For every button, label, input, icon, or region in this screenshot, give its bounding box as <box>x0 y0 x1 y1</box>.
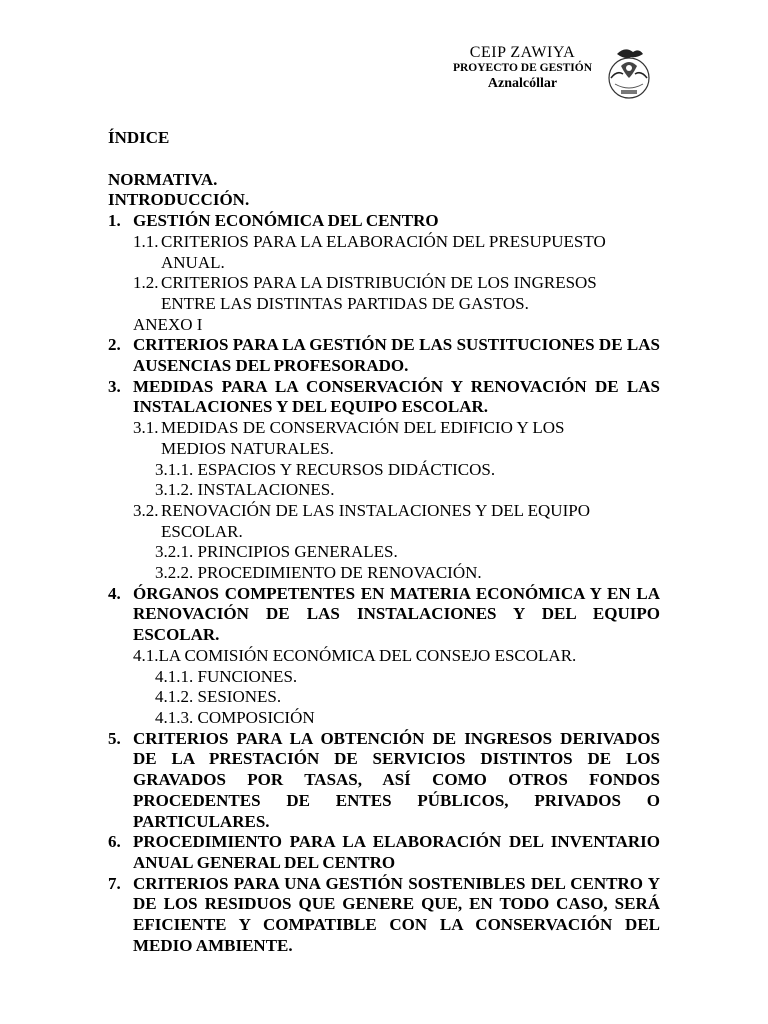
document-header <box>440 44 605 92</box>
subsection-title-cont: ENTRE LAS DISTINTAS PARTIDAS DE GASTOS. <box>161 293 529 313</box>
subsection-title: CRITERIOS PARA LA DISTRIBUCIÓN DE LOS INGRESOS <box>161 273 597 293</box>
toc-subsection-3-2 <box>108 501 660 542</box>
section-number: 7. <box>108 873 121 893</box>
section-title: ÓRGANOS COMPETENTES EN MATERIA ECONÓMICA Y EN LA RENOVACIÓN DE LAS INSTALACIONES Y DEL EQUIPO ESCOLAR. <box>133 583 660 645</box>
table-of-contents <box>108 128 660 956</box>
subsection-title: CRITERIOS PARA LA ELABORACIÓN DEL PRESUPUESTO <box>161 231 606 251</box>
toc-section-6 <box>108 832 660 873</box>
town-name: Aznalcóllar <box>487 76 558 92</box>
toc-section-4 <box>108 584 660 646</box>
subsection-number: 3.1. <box>133 418 159 438</box>
section-number: 6. <box>108 832 121 852</box>
section-number: 3. <box>108 376 121 396</box>
subsection-title: RENOVACIÓN DE LAS INSTALACIONES Y DEL EQUIPO <box>161 500 590 520</box>
toc-subsection-1-1 <box>108 232 660 273</box>
subsection-number: 1.2. <box>133 273 159 293</box>
toc-section-3 <box>108 377 660 418</box>
subsection-title-cont: ESCOLAR. <box>161 521 243 541</box>
section-number: 2. <box>108 335 121 355</box>
section-number: 1. <box>108 211 121 231</box>
toc-subsection-4-1-2: 4.1.2. SESIONES. <box>155 687 282 707</box>
toc-subsection-3-1 <box>108 418 660 459</box>
section-title: CRITERIOS PARA UNA GESTIÓN SOSTENIBLES DEL CENTRO Y DE LOS RESIDUOS QUE GENERE QUE, EN TODO CASO, SERÁ EFICIENTE Y COMPATIBLE CON LA CONSERVACIÓN DEL MEDIO AMBIENTE. <box>133 873 660 955</box>
subsection-title-cont: MEDIOS NATURALES. <box>161 438 334 458</box>
toc-subsection-4-1-1: 4.1.1. FUNCIONES. <box>155 666 298 686</box>
toc-subsection-4-1-3: 4.1.3. COMPOSICIÓN <box>155 707 315 727</box>
subsection-title: MEDIDAS DE CONSERVACIÓN DEL EDIFICIO Y LOS <box>161 418 565 438</box>
toc-anexo: ANEXO I <box>133 314 203 334</box>
toc-subsection-3-1-2: 3.1.2. INSTALACIONES. <box>155 480 335 500</box>
section-title: CRITERIOS PARA LA GESTIÓN DE LAS SUSTITUCIONES DE LAS AUSENCIAS DEL PROFESORADO. <box>133 335 660 376</box>
toc-section-7 <box>108 874 660 957</box>
toc-introduccion: INTRODUCCIÓN. <box>108 190 250 210</box>
toc-subsection-3-1-1: 3.1.1. ESPACIOS Y RECURSOS DIDÁCTICOS. <box>155 459 496 479</box>
section-title: CRITERIOS PARA LA OBTENCIÓN DE INGRESOS DERIVADOS DE LA PRESTACIÓN DE SERVICIOS DISTINTOS DE LOS GRAVADOS POR TASAS, ASÍ COMO OTROS FONDOS PROCEDENTES DE ENTES PÚBLICOS, PRIVADOS O PARTICULARES. <box>133 728 660 831</box>
toc-subsection-3-2-1: 3.2.1. PRINCIPIOS GENERALES. <box>155 542 398 562</box>
toc-subsection-4-1: 4.1.LA COMISIÓN ECONÓMICA DEL CONSEJO ESCOLAR. <box>133 645 577 665</box>
section-title: PROCEDIMIENTO PARA LA ELABORACIÓN DEL INVENTARIO ANUAL GENERAL DEL CENTRO <box>133 832 660 872</box>
toc-section-5 <box>108 729 660 833</box>
toc-normativa: NORMATIVA. <box>108 169 218 189</box>
toc-subsection-1-2 <box>108 273 660 314</box>
school-logo-icon <box>603 44 655 104</box>
section-title: GESTIÓN ECONÓMICA DEL CENTRO <box>133 211 439 231</box>
section-number: 4. <box>108 583 121 603</box>
subsection-number: 1.1. <box>133 231 159 251</box>
section-number: 5. <box>108 728 121 748</box>
toc-section-1 <box>108 211 660 232</box>
toc-title: ÍNDICE <box>108 128 170 147</box>
subsection-title-cont: ANUAL. <box>161 252 225 272</box>
toc-subsection-3-2-2: 3.2.2. PROCEDIMIENTO DE RENOVACIÓN. <box>155 563 482 583</box>
subsection-number: 3.2. <box>133 500 159 520</box>
project-title: PROYECTO DE GESTIÓN <box>452 61 593 74</box>
section-title: MEDIDAS PARA LA CONSERVACIÓN Y RENOVACIÓN DE LAS INSTALACIONES Y DEL EQUIPO ESCOLAR. <box>133 376 660 417</box>
toc-section-2 <box>108 335 660 376</box>
school-name: CEIP ZAWIYA <box>469 44 576 61</box>
